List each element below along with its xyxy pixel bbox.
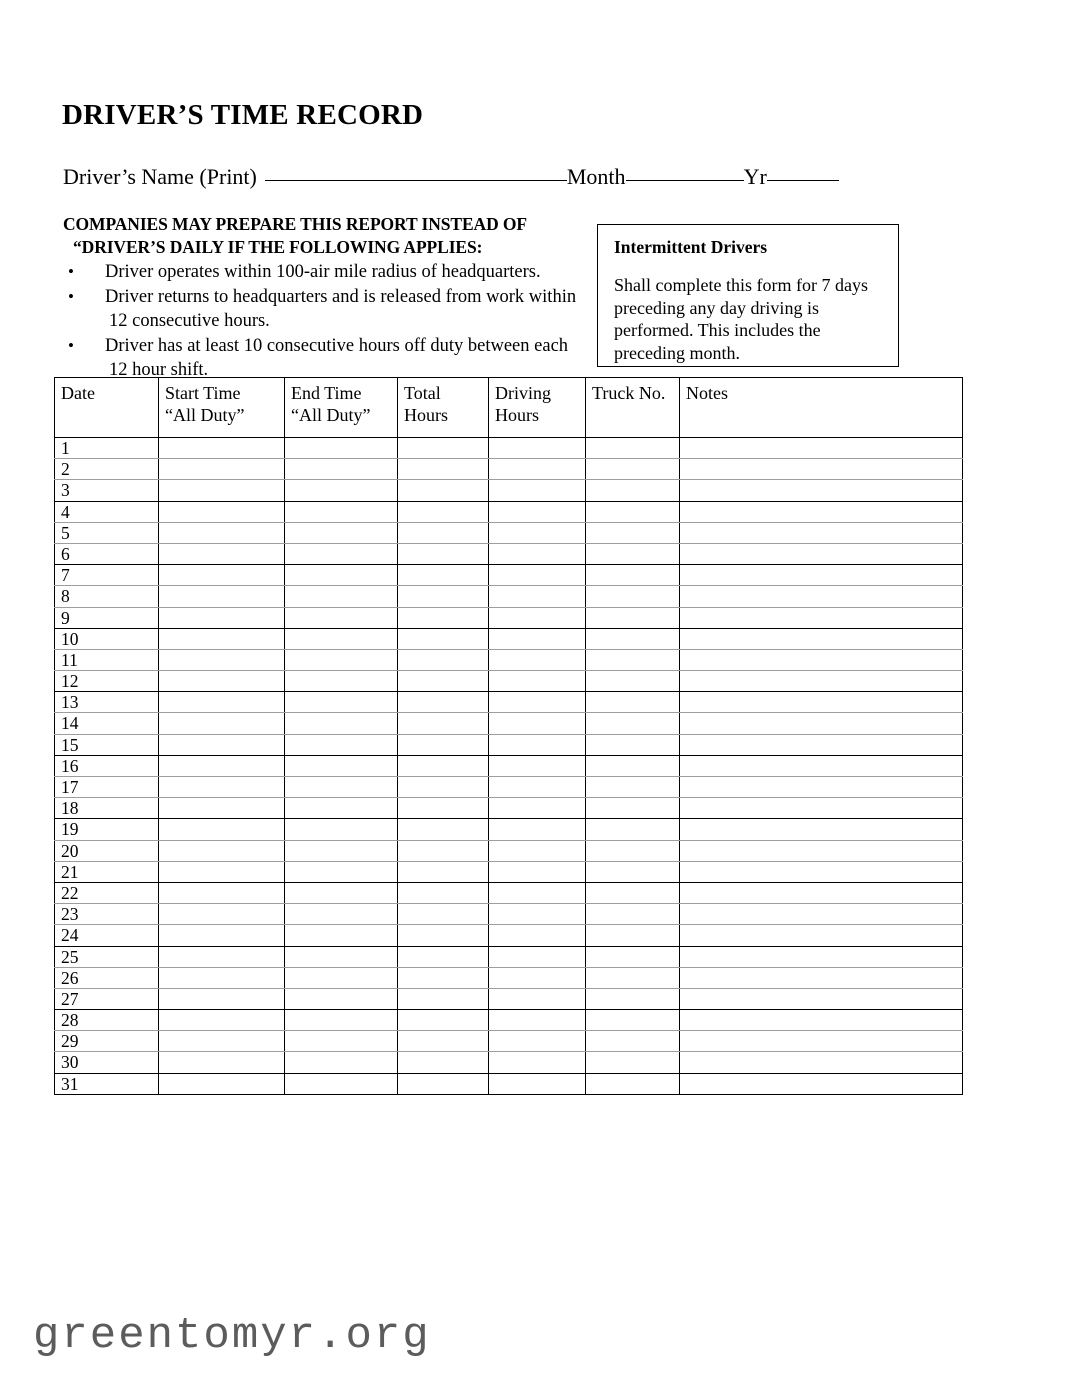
table-body xyxy=(55,438,963,1095)
cell-driving-hours[interactable] xyxy=(489,628,586,649)
cell-date: 10 xyxy=(55,628,159,649)
cell-notes[interactable] xyxy=(680,967,963,988)
cell-start-time[interactable] xyxy=(159,946,285,967)
cell-driving-hours[interactable] xyxy=(489,777,586,798)
cell-truck-no[interactable] xyxy=(586,459,680,480)
cell-end-time[interactable] xyxy=(285,882,398,903)
table-row xyxy=(55,480,963,501)
cell-start-time[interactable] xyxy=(159,586,285,607)
cell-truck-no[interactable] xyxy=(586,798,680,819)
cell-total-hours[interactable] xyxy=(398,967,489,988)
note-body: Shall complete this form for 7 days preceding any day driving is performed. This includes the preceding month. xyxy=(614,275,868,363)
cell-driving-hours[interactable] xyxy=(489,671,586,692)
cell-truck-no[interactable] xyxy=(586,882,680,903)
cell-notes[interactable] xyxy=(680,543,963,564)
cell-date: 22 xyxy=(55,882,159,903)
cell-start-time[interactable] xyxy=(159,840,285,861)
cell-driving-hours[interactable] xyxy=(489,798,586,819)
cell-total-hours[interactable] xyxy=(398,1010,489,1031)
cell-end-time[interactable] xyxy=(285,607,398,628)
cell-total-hours[interactable] xyxy=(398,438,489,459)
cell-notes[interactable] xyxy=(680,692,963,713)
column-header-line-2: Hours xyxy=(404,405,448,425)
cell-driving-hours[interactable] xyxy=(489,565,586,586)
cell-driving-hours[interactable] xyxy=(489,755,586,776)
cell-end-time[interactable] xyxy=(285,501,398,522)
table-row xyxy=(55,522,963,543)
cell-date: 13 xyxy=(55,692,159,713)
cell-end-time[interactable] xyxy=(285,1010,398,1031)
cell-notes[interactable] xyxy=(680,649,963,670)
cell-date: 16 xyxy=(55,755,159,776)
cell-driving-hours[interactable] xyxy=(489,438,586,459)
cell-driving-hours[interactable] xyxy=(489,925,586,946)
table-row xyxy=(55,925,963,946)
cell-driving-hours[interactable] xyxy=(489,649,586,670)
cell-start-time[interactable] xyxy=(159,607,285,628)
intermittent-drivers-note xyxy=(597,224,899,367)
cell-driving-hours[interactable] xyxy=(489,967,586,988)
table-row xyxy=(55,777,963,798)
cell-driving-hours[interactable] xyxy=(489,819,586,840)
cell-truck-no[interactable] xyxy=(586,586,680,607)
drivers-name-field[interactable] xyxy=(265,180,567,181)
cell-truck-no[interactable] xyxy=(586,967,680,988)
table-row xyxy=(55,692,963,713)
cell-truck-no[interactable] xyxy=(586,925,680,946)
cell-notes[interactable] xyxy=(680,1010,963,1031)
cell-date: 9 xyxy=(55,607,159,628)
cell-date: 23 xyxy=(55,904,159,925)
cell-date: 26 xyxy=(55,967,159,988)
cell-total-hours[interactable] xyxy=(398,861,489,882)
cell-driving-hours[interactable] xyxy=(489,1010,586,1031)
cell-truck-no[interactable] xyxy=(586,692,680,713)
cell-total-hours[interactable] xyxy=(398,904,489,925)
column-header-truck-no xyxy=(586,378,680,438)
cell-end-time[interactable] xyxy=(285,692,398,713)
bullet-text-continuation: 12 consecutive hours. xyxy=(109,311,270,331)
bullet-icon: • xyxy=(68,262,74,281)
cell-start-time[interactable] xyxy=(159,501,285,522)
table-row xyxy=(55,1031,963,1052)
cell-date: 4 xyxy=(55,501,159,522)
instructions-bullet-list xyxy=(63,260,623,383)
cell-notes[interactable] xyxy=(680,628,963,649)
cell-driving-hours[interactable] xyxy=(489,692,586,713)
cell-date: 20 xyxy=(55,840,159,861)
cell-date: 15 xyxy=(55,734,159,755)
cell-notes[interactable] xyxy=(680,438,963,459)
column-header-line-2: “All Duty” xyxy=(165,405,245,425)
table-row xyxy=(55,628,963,649)
cell-total-hours[interactable] xyxy=(398,628,489,649)
column-header-line-1: Date xyxy=(61,383,95,403)
cell-driving-hours[interactable] xyxy=(489,459,586,480)
cell-end-time[interactable] xyxy=(285,840,398,861)
instructions-block xyxy=(63,213,623,383)
cell-end-time[interactable] xyxy=(285,798,398,819)
cell-driving-hours[interactable] xyxy=(489,522,586,543)
bullet-icon: • xyxy=(68,286,74,306)
table-header-row xyxy=(55,378,963,438)
cell-date: 25 xyxy=(55,946,159,967)
cell-driving-hours[interactable] xyxy=(489,734,586,755)
column-header-line-1: Start Time xyxy=(165,383,241,403)
cell-total-hours[interactable] xyxy=(398,946,489,967)
column-header-line-1: Notes xyxy=(686,383,728,403)
cell-date: 1 xyxy=(55,438,159,459)
cell-notes[interactable] xyxy=(680,607,963,628)
cell-date: 7 xyxy=(55,565,159,586)
cell-start-time[interactable] xyxy=(159,882,285,903)
cell-date: 17 xyxy=(55,777,159,798)
column-header-line-1: Driving xyxy=(495,383,551,403)
column-header-line-1: Total xyxy=(404,383,441,403)
cell-date: 6 xyxy=(55,543,159,564)
table-row xyxy=(55,543,963,564)
column-header-total-hours xyxy=(398,378,489,438)
cell-end-time[interactable] xyxy=(285,925,398,946)
cell-start-time[interactable] xyxy=(159,649,285,670)
cell-start-time[interactable] xyxy=(159,1052,285,1073)
cell-notes[interactable] xyxy=(680,798,963,819)
column-header-date xyxy=(55,378,159,438)
cell-start-time[interactable] xyxy=(159,671,285,692)
cell-total-hours[interactable] xyxy=(398,565,489,586)
cell-total-hours[interactable] xyxy=(398,798,489,819)
table-row xyxy=(55,1010,963,1031)
cell-truck-no[interactable] xyxy=(586,628,680,649)
cell-driving-hours[interactable] xyxy=(489,988,586,1009)
cell-start-time[interactable] xyxy=(159,819,285,840)
bullet-text: Driver has at least 10 consecutive hours off duty between each xyxy=(105,335,569,356)
table-row xyxy=(55,501,963,522)
cell-start-time[interactable] xyxy=(159,628,285,649)
cell-end-time[interactable] xyxy=(285,967,398,988)
table-row xyxy=(55,1073,963,1094)
table-row xyxy=(55,840,963,861)
cell-total-hours[interactable] xyxy=(398,459,489,480)
cell-driving-hours[interactable] xyxy=(489,501,586,522)
cell-notes[interactable] xyxy=(680,988,963,1009)
cell-date: 21 xyxy=(55,861,159,882)
cell-total-hours[interactable] xyxy=(398,734,489,755)
year-label: Yr xyxy=(743,164,767,189)
cell-end-time[interactable] xyxy=(285,671,398,692)
cell-notes[interactable] xyxy=(680,713,963,734)
cell-end-time[interactable] xyxy=(285,438,398,459)
cell-total-hours[interactable] xyxy=(398,840,489,861)
cell-start-time[interactable] xyxy=(159,734,285,755)
cell-start-time[interactable] xyxy=(159,1031,285,1052)
cell-end-time[interactable] xyxy=(285,1052,398,1073)
column-header-line-1: Truck No. xyxy=(592,383,666,403)
cell-truck-no[interactable] xyxy=(586,819,680,840)
instructions-heading-line-1: COMPANIES MAY PREPARE THIS REPORT INSTEAD OF xyxy=(63,214,527,234)
cell-notes[interactable] xyxy=(680,565,963,586)
cell-truck-no[interactable] xyxy=(586,480,680,501)
cell-date: 2 xyxy=(55,459,159,480)
cell-start-time[interactable] xyxy=(159,522,285,543)
column-header-line-2: Hours xyxy=(495,405,539,425)
cell-date: 8 xyxy=(55,586,159,607)
cell-start-time[interactable] xyxy=(159,1010,285,1031)
cell-truck-no[interactable] xyxy=(586,988,680,1009)
column-header-notes xyxy=(680,378,963,438)
cell-notes[interactable] xyxy=(680,586,963,607)
cell-end-time[interactable] xyxy=(285,988,398,1009)
instructions-heading xyxy=(63,213,623,258)
cell-driving-hours[interactable] xyxy=(489,543,586,564)
cell-date: 18 xyxy=(55,798,159,819)
cell-truck-no[interactable] xyxy=(586,713,680,734)
table-row xyxy=(55,946,963,967)
cell-truck-no[interactable] xyxy=(586,734,680,755)
table-row xyxy=(55,649,963,670)
cell-truck-no[interactable] xyxy=(586,1010,680,1031)
list-item xyxy=(63,285,623,334)
cell-start-time[interactable] xyxy=(159,755,285,776)
cell-truck-no[interactable] xyxy=(586,543,680,564)
cell-total-hours[interactable] xyxy=(398,1052,489,1073)
cell-end-time[interactable] xyxy=(285,565,398,586)
cell-notes[interactable] xyxy=(680,925,963,946)
cell-driving-hours[interactable] xyxy=(489,607,586,628)
table-row xyxy=(55,861,963,882)
cell-end-time[interactable] xyxy=(285,777,398,798)
cell-truck-no[interactable] xyxy=(586,755,680,776)
cell-end-time[interactable] xyxy=(285,1073,398,1094)
drivers-name-label: Driver’s Name (Print) xyxy=(63,164,257,189)
cell-date: 19 xyxy=(55,819,159,840)
cell-truck-no[interactable] xyxy=(586,501,680,522)
cell-start-time[interactable] xyxy=(159,988,285,1009)
cell-driving-hours[interactable] xyxy=(489,840,586,861)
table-row xyxy=(55,438,963,459)
cell-driving-hours[interactable] xyxy=(489,946,586,967)
month-field[interactable] xyxy=(626,180,744,181)
table-row xyxy=(55,988,963,1009)
cell-notes[interactable] xyxy=(680,480,963,501)
cell-driving-hours[interactable] xyxy=(489,1052,586,1073)
cell-date: 28 xyxy=(55,1010,159,1031)
cell-total-hours[interactable] xyxy=(398,692,489,713)
cell-date: 29 xyxy=(55,1031,159,1052)
cell-total-hours[interactable] xyxy=(398,543,489,564)
cell-notes[interactable] xyxy=(680,1052,963,1073)
cell-start-time[interactable] xyxy=(159,692,285,713)
identification-line xyxy=(63,164,839,190)
table-row xyxy=(55,607,963,628)
instructions-heading-line-2: “DRIVER’S DAILY IF THE FOLLOWING APPLIES: xyxy=(73,236,483,257)
month-label: Month xyxy=(566,164,626,189)
cell-end-time[interactable] xyxy=(285,861,398,882)
cell-end-time[interactable] xyxy=(285,1031,398,1052)
cell-total-hours[interactable] xyxy=(398,882,489,903)
cell-notes[interactable] xyxy=(680,904,963,925)
cell-start-time[interactable] xyxy=(159,861,285,882)
cell-start-time[interactable] xyxy=(159,777,285,798)
cell-total-hours[interactable] xyxy=(398,607,489,628)
cell-notes[interactable] xyxy=(680,840,963,861)
cell-start-time[interactable] xyxy=(159,459,285,480)
cell-end-time[interactable] xyxy=(285,459,398,480)
cell-end-time[interactable] xyxy=(285,713,398,734)
cell-truck-no[interactable] xyxy=(586,649,680,670)
bullet-icon: • xyxy=(68,335,74,355)
cell-end-time[interactable] xyxy=(285,586,398,607)
cell-notes[interactable] xyxy=(680,734,963,755)
page-title: DRIVER’S TIME RECORD xyxy=(62,99,424,131)
cell-notes[interactable] xyxy=(680,522,963,543)
cell-total-hours[interactable] xyxy=(398,522,489,543)
cell-truck-no[interactable] xyxy=(586,1031,680,1052)
cell-end-time[interactable] xyxy=(285,755,398,776)
cell-total-hours[interactable] xyxy=(398,480,489,501)
list-item xyxy=(63,260,623,285)
table-row xyxy=(55,904,963,925)
table-row xyxy=(55,798,963,819)
time-record-table xyxy=(54,377,963,1095)
cell-start-time[interactable] xyxy=(159,904,285,925)
cell-end-time[interactable] xyxy=(285,946,398,967)
year-field[interactable] xyxy=(767,180,839,181)
cell-driving-hours[interactable] xyxy=(489,904,586,925)
column-header-line-1: End Time xyxy=(291,383,362,403)
cell-date: 30 xyxy=(55,1052,159,1073)
cell-truck-no[interactable] xyxy=(586,777,680,798)
cell-end-time[interactable] xyxy=(285,628,398,649)
table-row xyxy=(55,882,963,903)
cell-end-time[interactable] xyxy=(285,734,398,755)
list-item xyxy=(63,334,623,383)
table-row xyxy=(55,967,963,988)
cell-end-time[interactable] xyxy=(285,480,398,501)
cell-driving-hours[interactable] xyxy=(489,1073,586,1094)
cell-notes[interactable] xyxy=(680,755,963,776)
note-title: Intermittent Drivers xyxy=(614,237,768,257)
cell-total-hours[interactable] xyxy=(398,501,489,522)
cell-truck-no[interactable] xyxy=(586,946,680,967)
cell-truck-no[interactable] xyxy=(586,522,680,543)
column-header-start-time xyxy=(159,378,285,438)
cell-start-time[interactable] xyxy=(159,438,285,459)
column-header-driving-hours xyxy=(489,378,586,438)
table-row xyxy=(55,713,963,734)
cell-start-time[interactable] xyxy=(159,798,285,819)
cell-date: 27 xyxy=(55,988,159,1009)
cell-notes[interactable] xyxy=(680,946,963,967)
cell-date: 12 xyxy=(55,671,159,692)
bullet-text: Driver operates within 100-air mile radius of headquarters. xyxy=(105,262,541,282)
cell-truck-no[interactable] xyxy=(586,1073,680,1094)
cell-start-time[interactable] xyxy=(159,1073,285,1094)
cell-truck-no[interactable] xyxy=(586,607,680,628)
cell-total-hours[interactable] xyxy=(398,1031,489,1052)
cell-start-time[interactable] xyxy=(159,565,285,586)
bullet-text: Driver returns to headquarters and is released from work within xyxy=(105,286,577,307)
cell-start-time[interactable] xyxy=(159,480,285,501)
bullet-text-continuation: 12 hour shift. xyxy=(109,360,209,380)
cell-date: 14 xyxy=(55,713,159,734)
cell-notes[interactable] xyxy=(680,819,963,840)
table-row xyxy=(55,586,963,607)
cell-date: 5 xyxy=(55,522,159,543)
cell-truck-no[interactable] xyxy=(586,1052,680,1073)
site-watermark: greentomyr.org xyxy=(33,1311,431,1361)
table-row xyxy=(55,819,963,840)
cell-date: 3 xyxy=(55,480,159,501)
cell-driving-hours[interactable] xyxy=(489,713,586,734)
cell-total-hours[interactable] xyxy=(398,925,489,946)
cell-driving-hours[interactable] xyxy=(489,861,586,882)
cell-truck-no[interactable] xyxy=(586,861,680,882)
cell-notes[interactable] xyxy=(680,1073,963,1094)
cell-date: 11 xyxy=(55,649,159,670)
table-row xyxy=(55,734,963,755)
cell-driving-hours[interactable] xyxy=(489,882,586,903)
cell-notes[interactable] xyxy=(680,671,963,692)
cell-total-hours[interactable] xyxy=(398,777,489,798)
table-row xyxy=(55,671,963,692)
cell-total-hours[interactable] xyxy=(398,586,489,607)
cell-end-time[interactable] xyxy=(285,543,398,564)
column-header-line-2: “All Duty” xyxy=(291,405,371,425)
cell-end-time[interactable] xyxy=(285,649,398,670)
table-row xyxy=(55,565,963,586)
cell-start-time[interactable] xyxy=(159,967,285,988)
cell-total-hours[interactable] xyxy=(398,819,489,840)
column-header-end-time xyxy=(285,378,398,438)
table-row xyxy=(55,1052,963,1073)
cell-truck-no[interactable] xyxy=(586,840,680,861)
cell-total-hours[interactable] xyxy=(398,1073,489,1094)
table-row xyxy=(55,459,963,480)
cell-total-hours[interactable] xyxy=(398,988,489,1009)
cell-truck-no[interactable] xyxy=(586,565,680,586)
cell-driving-hours[interactable] xyxy=(489,1031,586,1052)
cell-total-hours[interactable] xyxy=(398,713,489,734)
cell-end-time[interactable] xyxy=(285,904,398,925)
cell-total-hours[interactable] xyxy=(398,649,489,670)
cell-date: 24 xyxy=(55,925,159,946)
cell-start-time[interactable] xyxy=(159,713,285,734)
cell-end-time[interactable] xyxy=(285,522,398,543)
cell-notes[interactable] xyxy=(680,459,963,480)
cell-truck-no[interactable] xyxy=(586,904,680,925)
cell-notes[interactable] xyxy=(680,882,963,903)
table-row xyxy=(55,755,963,776)
cell-end-time[interactable] xyxy=(285,819,398,840)
cell-notes[interactable] xyxy=(680,777,963,798)
cell-total-hours[interactable] xyxy=(398,755,489,776)
cell-date: 31 xyxy=(55,1073,159,1094)
cell-notes[interactable] xyxy=(680,1031,963,1052)
cell-driving-hours[interactable] xyxy=(489,480,586,501)
cell-truck-no[interactable] xyxy=(586,438,680,459)
cell-total-hours[interactable] xyxy=(398,671,489,692)
cell-start-time[interactable] xyxy=(159,543,285,564)
cell-start-time[interactable] xyxy=(159,925,285,946)
cell-driving-hours[interactable] xyxy=(489,586,586,607)
cell-truck-no[interactable] xyxy=(586,671,680,692)
cell-notes[interactable] xyxy=(680,501,963,522)
cell-notes[interactable] xyxy=(680,861,963,882)
